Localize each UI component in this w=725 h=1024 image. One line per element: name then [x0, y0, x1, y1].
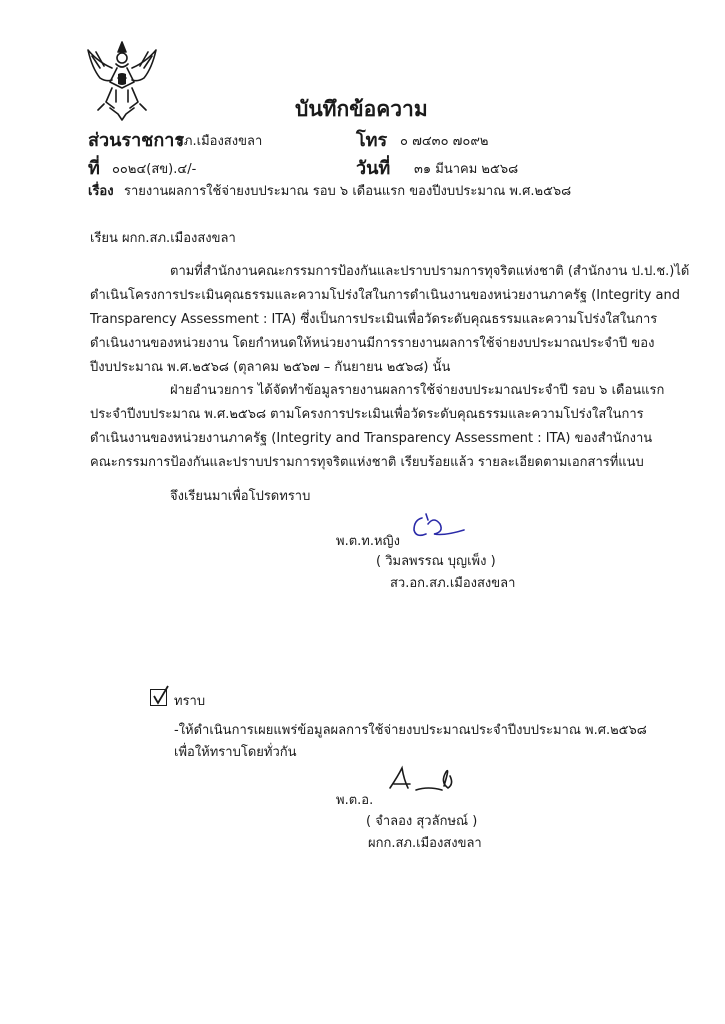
signer2-name: ( จำลอง สุวลักษณ์ )	[366, 814, 478, 829]
signer1-name: ( วิมลพรรณ บุญเพ็ง )	[376, 554, 496, 569]
paragraph-1	[90, 260, 690, 380]
signer2-position: ผกก.สภ.เมืองสงขลา	[368, 836, 482, 851]
signer1-position: สว.อก.สภ.เมืองสงขลา	[390, 576, 516, 591]
instruction-line-2: เพื่อให้ทราบโดยทั่วกัน	[174, 745, 297, 760]
salutation: เรียน ผกก.สภ.เมืองสงขลา	[90, 231, 236, 246]
acknowledged-label: ทราบ	[174, 694, 206, 709]
paragraph-2-line: ดำเนินงานของหน่วยงานภาครัฐ (Integrity and Transparency Assessment : ITA) ของสำนักงาน	[90, 431, 653, 446]
paragraph-2-line: ฝ่ายอำนวยการ ได้จัดทำข้อมูลรายงานผลการใช้จ่ายงบประมาณประจำปี รอบ ๖ เดือนแรก	[170, 383, 665, 398]
acknowledged-checkbox[interactable]	[150, 689, 167, 706]
ref-label: ที่	[88, 158, 100, 179]
date-label: วันที่	[356, 158, 391, 179]
date-value: ๓๑ มีนาคม ๒๕๖๘	[414, 162, 519, 177]
agency-label: ส่วนราชการ	[88, 130, 185, 151]
phone-label: โทร	[356, 130, 388, 151]
closing-text: จึงเรียนมาเพื่อโปรดทราบ	[170, 489, 311, 504]
paragraph-2-line: คณะกรรมการป้องกันและปราบปรามการทุจริตแห่งชาติ เรียบร้อยแล้ว รายละเอียดตามเอกสารที่แนบ	[90, 455, 644, 470]
garuda-emblem-icon	[82, 38, 162, 124]
paragraph-2	[90, 379, 665, 475]
paragraph-1-line: ปีงบประมาณ พ.ศ.๒๕๖๘ (ตุลาคม ๒๕๖๗ – กันยายน ๒๕๖๘) นั้น	[90, 360, 451, 375]
subject-value: รายงานผลการใช้จ่ายงบประมาณ รอบ ๖ เดือนแรก ของปีงบประมาณ พ.ศ.๒๕๖๘	[124, 184, 572, 199]
paragraph-1-line: ดำเนินโครงการประเมินคุณธรรมและความโปร่งใสในการดำเนินงานของหน่วยงานภาครัฐ (Integrity and	[90, 288, 681, 303]
document-title: บันทึกข้อความ	[295, 97, 428, 121]
paragraph-1-line: Transparency Assessment : ITA) ซึ่งเป็นการประเมินเพื่อวัดระดับคุณธรรมและความโปร่งใสในการ	[90, 312, 658, 327]
signature1-icon	[404, 510, 474, 546]
paragraph-1-line: ดำเนินงานของหน่วยงาน โดยกำหนดให้หน่วยงานมีการรายงานผลการใช้จ่ายงบประมาณประจำปี ของ	[90, 336, 655, 351]
instruction-line-1: -ให้ดำเนินการเผยแพร่ข้อมูลผลการใช้จ่ายงบประมาณประจำปีงบประมาณ พ.ศ.๒๕๖๘	[174, 723, 647, 738]
signer1-rank: พ.ต.ท.หญิง	[336, 534, 400, 549]
phone-value: ๐ ๗๔๓๐ ๗๐๙๒	[400, 134, 489, 149]
signature2-icon	[384, 762, 464, 798]
subject-label: เรื่อง	[88, 184, 114, 199]
agency-value: สภ.เมืองสงขลา	[176, 134, 263, 149]
paragraph-2-line: ประจำปีงบประมาณ พ.ศ.๒๕๖๘ ตามโครงการประเมินเพื่อวัดระดับคุณธรรมและความโปร่งใสในการ	[90, 407, 644, 422]
ref-value: ๐๐๒๔(สข).๔/-	[112, 162, 197, 177]
signer2-rank: พ.ต.อ.	[336, 793, 374, 808]
paragraph-1-line: ตามที่สำนักงานคณะกรรมการป้องกันและปราบปรามการทุจริตแห่งชาติ (สำนักงาน ป.ป.ช.)ได้	[170, 264, 690, 279]
check-mark-icon	[150, 684, 170, 706]
